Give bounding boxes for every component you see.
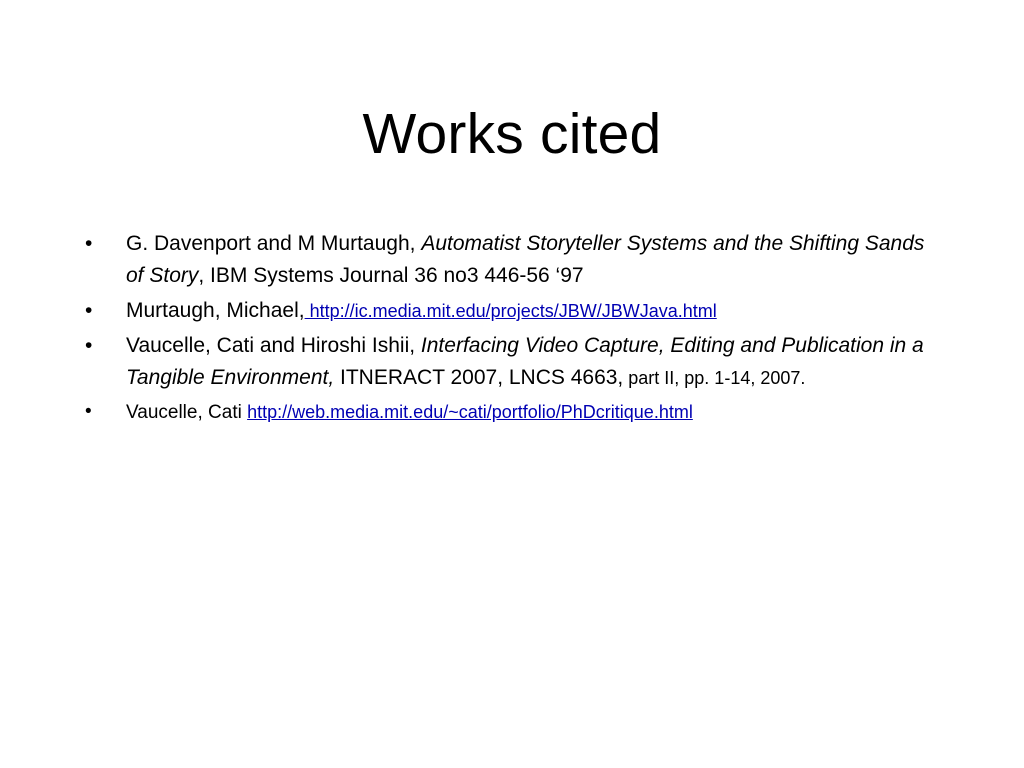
reference-authors: Vaucelle, Cati	[126, 402, 248, 423]
reference-item	[85, 228, 945, 292]
reference-authors: Murtaugh, Michael,	[126, 299, 305, 322]
slide-title: Works cited	[362, 102, 662, 166]
bullet-icon: •	[85, 334, 93, 357]
bullet-icon: •	[85, 401, 92, 422]
reference-title: Interfacing Video Capture, Editing and Publication in a Tangible Environment,	[126, 334, 924, 389]
reference-authors: G. Davenport and M Murtaugh,	[126, 232, 422, 255]
reference-link[interactable]: http://ic.media.mit.edu/projects/JBW/JBWJava.html	[304, 301, 717, 321]
bullet-icon: •	[85, 232, 93, 255]
reference-link[interactable]: http://web.media.mit.edu/~cati/portfolio/PhDcritique.html	[247, 402, 693, 422]
reference-title: Automatist Storyteller Systems and the Shifting Sands of Story	[126, 232, 925, 287]
reference-source: ITNERACT 2007, LNCS 4663,	[334, 366, 624, 389]
bullet-icon: •	[85, 299, 93, 322]
works-cited-list	[85, 228, 945, 431]
reference-item	[85, 330, 945, 394]
reference-item	[85, 397, 945, 428]
reference-source-detail: part II, pp. 1-14, 2007.	[623, 368, 806, 388]
reference-item	[85, 295, 945, 327]
reference-authors: Vaucelle, Cati and Hiroshi Ishii,	[126, 334, 421, 357]
reference-source: , IBM Systems Journal 36 no3 446-56 ‘97	[198, 264, 584, 287]
